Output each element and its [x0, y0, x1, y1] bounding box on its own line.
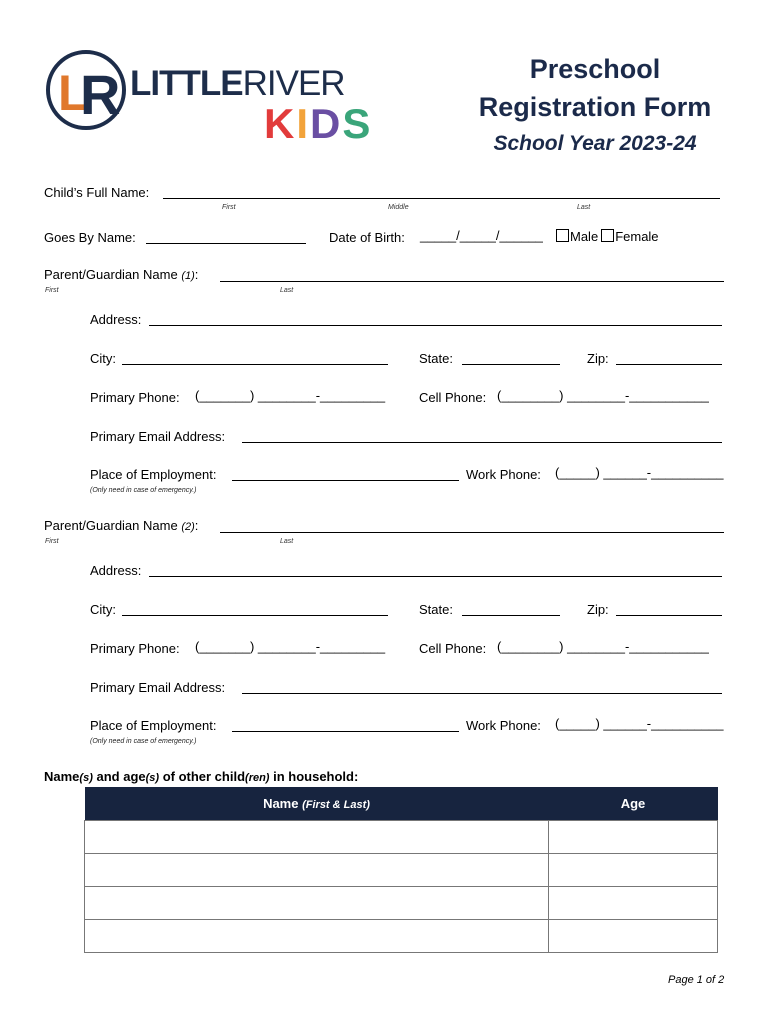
guardian1-zip-field[interactable]: [616, 364, 722, 365]
guardian1-address-label: Address:: [90, 312, 142, 327]
gender-options: [556, 229, 659, 244]
guardian1-primary-phone-label: Primary Phone:: [90, 390, 180, 405]
male-label: Male: [570, 229, 599, 244]
guardian1-state-label: State:: [419, 351, 453, 366]
heading-part: in household:: [269, 769, 359, 784]
heading-part: and age: [92, 769, 146, 784]
guardian1-primary-phone-field[interactable]: (_______) ________-_________: [195, 388, 386, 403]
male-checkbox[interactable]: [556, 229, 569, 242]
guardian2-last-caption: Last: [280, 538, 294, 545]
guardian2-cell-phone-label: Cell Phone:: [419, 641, 487, 656]
guardian2-city-label: City:: [90, 602, 116, 617]
guardian1-number: (1): [181, 270, 195, 282]
child-age-cell[interactable]: [549, 854, 718, 887]
guardian2-employment-label: Place of Employment:: [90, 718, 217, 733]
child-full-name-field[interactable]: [163, 198, 720, 199]
child-age-cell[interactable]: [549, 887, 718, 920]
logo-monogram-l: L: [58, 65, 89, 121]
col-age-header: Age: [549, 787, 718, 821]
logo-word-river: RIVER: [242, 64, 345, 103]
guardian1-first-caption: First: [45, 287, 59, 294]
guardian1-emergency-note: (Only need in case of emergency.): [90, 487, 197, 494]
logo-kids-s: S: [342, 100, 373, 147]
guardian2-work-phone-field[interactable]: (_____) ______-__________: [555, 716, 724, 731]
guardian1-colon: :: [194, 267, 199, 282]
guardian1-email-field[interactable]: [242, 442, 722, 443]
table-row: [85, 920, 718, 953]
guardian2-number: (2): [181, 521, 195, 533]
guardian1-city-field[interactable]: [122, 364, 388, 365]
guardian2-first-caption: First: [45, 538, 59, 545]
child-name-cell[interactable]: [85, 821, 549, 854]
guardian1-last-caption: Last: [280, 287, 294, 294]
logo-monogram-icon: [44, 48, 128, 132]
child-last-caption: Last: [577, 204, 591, 211]
guardian1-name-text: Parent/Guardian Name: [44, 267, 178, 282]
guardian1-work-phone-label: Work Phone:: [466, 467, 541, 482]
female-label: Female: [615, 229, 659, 244]
guardian2-name-field[interactable]: [220, 532, 724, 533]
guardian1-state-field[interactable]: [462, 364, 560, 365]
child-full-name-label: Child’s Full Name:: [44, 185, 150, 200]
child-first-caption: First: [222, 204, 236, 211]
guardian2-primary-phone-label: Primary Phone:: [90, 641, 180, 656]
guardian1-email-label: Primary Email Address:: [90, 429, 226, 444]
heading-part: (ren): [245, 772, 270, 784]
guardian1-city-label: City:: [90, 351, 116, 366]
guardian2-employment-field[interactable]: [232, 731, 459, 732]
child-name-cell[interactable]: [85, 854, 549, 887]
guardian2-zip-field[interactable]: [616, 615, 722, 616]
heading-part: (s): [79, 772, 93, 784]
col-name-header: [85, 787, 549, 821]
dob-field[interactable]: _____/_____/______: [420, 228, 543, 243]
logo-kids-i: I: [296, 100, 311, 147]
guardian2-work-phone-label: Work Phone:: [466, 718, 541, 733]
guardian2-address-field[interactable]: [149, 576, 722, 577]
heading-part: Name: [44, 769, 80, 784]
table-row: [85, 821, 718, 854]
other-children-table: [84, 787, 718, 953]
form-title-line2: Registration Form: [478, 92, 712, 122]
col-name-label: Name: [263, 796, 303, 811]
table-header-row: [85, 787, 718, 821]
child-middle-caption: Middle: [388, 204, 409, 211]
guardian1-work-phone-field[interactable]: (_____) ______-__________: [555, 465, 724, 480]
guardian1-employment-field[interactable]: [232, 480, 459, 481]
col-name-sublabel: (First & Last): [302, 799, 370, 811]
guardian2-email-label: Primary Email Address:: [90, 680, 226, 695]
school-year: School Year 2023-24: [493, 132, 697, 155]
other-children-heading: [44, 769, 358, 784]
guardian2-email-field[interactable]: [242, 693, 722, 694]
child-name-cell[interactable]: [85, 920, 549, 953]
logo: [44, 46, 384, 146]
guardian2-primary-phone-field[interactable]: (_______) ________-_________: [195, 639, 386, 654]
logo-monogram-r: R: [80, 63, 121, 126]
female-checkbox[interactable]: [601, 229, 614, 242]
child-age-cell[interactable]: [549, 821, 718, 854]
guardian1-name-field[interactable]: [220, 281, 724, 282]
guardian1-cell-phone-label: Cell Phone:: [419, 390, 487, 405]
child-age-cell[interactable]: [549, 920, 718, 953]
guardian2-emergency-note: (Only need in case of emergency.): [90, 738, 197, 745]
guardian1-address-field[interactable]: [149, 325, 722, 326]
goes-by-field[interactable]: [146, 243, 306, 244]
heading-part: of other child: [159, 769, 246, 784]
form-title-line1: Preschool: [529, 54, 661, 84]
page-number: Page 1 of 2: [668, 974, 725, 986]
guardian1-cell-phone-field[interactable]: (________) ________-___________: [497, 388, 709, 403]
table-row: [85, 887, 718, 920]
guardian2-state-label: State:: [419, 602, 453, 617]
table-row: [85, 854, 718, 887]
dob-label: Date of Birth:: [329, 230, 405, 245]
child-name-cell[interactable]: [85, 887, 549, 920]
guardian2-name-text: Parent/Guardian Name: [44, 518, 178, 533]
logo-kids: [264, 100, 372, 148]
guardian2-city-field[interactable]: [122, 615, 388, 616]
guardian2-cell-phone-field[interactable]: (________) ________-___________: [497, 639, 709, 654]
guardian1-employment-label: Place of Employment:: [90, 467, 217, 482]
guardian2-name-label: [44, 518, 198, 533]
goes-by-label: Goes By Name:: [44, 230, 136, 245]
guardian2-state-field[interactable]: [462, 615, 560, 616]
guardian2-zip-label: Zip:: [587, 602, 609, 617]
guardian1-zip-label: Zip:: [587, 351, 609, 366]
guardian2-colon: :: [194, 518, 199, 533]
heading-part: (s): [145, 772, 160, 784]
logo-kids-k: K: [264, 100, 297, 147]
guardian2-address-label: Address:: [90, 563, 142, 578]
logo-word-little: LITTLE: [130, 64, 243, 103]
logo-wordmark: [130, 64, 345, 104]
guardian1-name-label: [44, 267, 198, 282]
logo-kids-d: D: [310, 100, 343, 147]
